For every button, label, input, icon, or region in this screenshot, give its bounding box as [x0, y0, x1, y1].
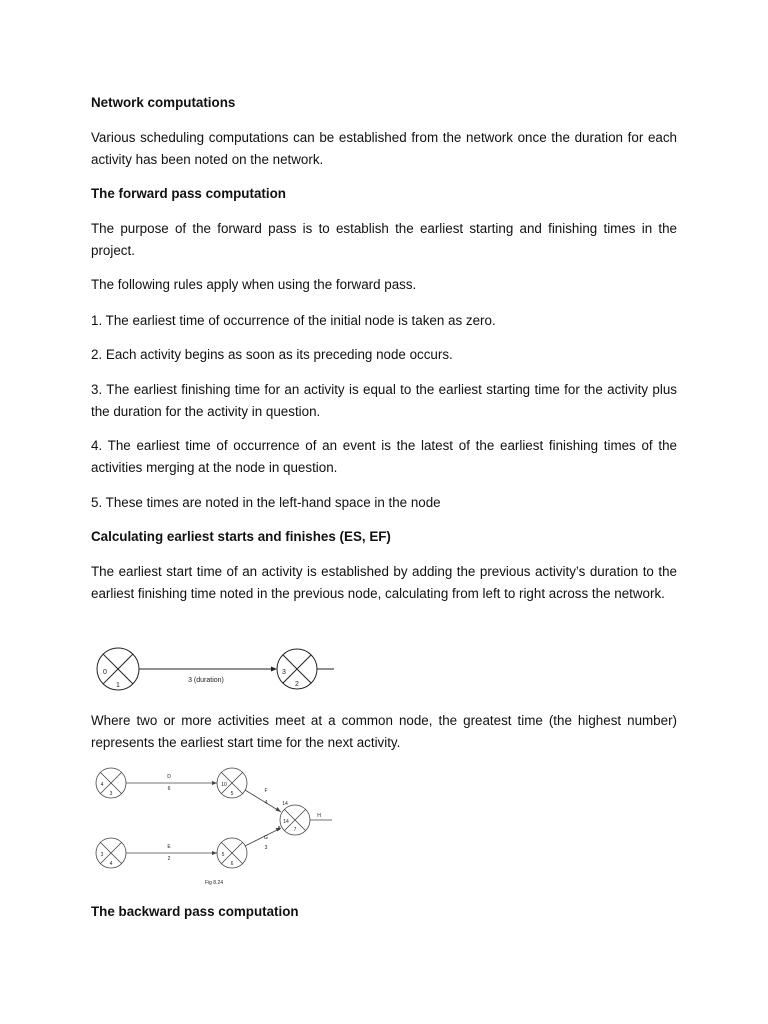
- rule-item-2: 2. Each activity begins as soon as its preceding node occurs.: [91, 347, 453, 362]
- node-b-number: 5: [230, 791, 234, 797]
- heading-es-ef: Calculating earliest starts and finishes (ES, EF): [91, 529, 391, 544]
- finish-time-g: 8: [277, 826, 281, 832]
- node-a-number: 3: [109, 791, 113, 797]
- node-2-number: 2: [295, 681, 299, 688]
- node-2-time: 3: [282, 669, 286, 676]
- activity-f-duration: 4: [264, 800, 268, 806]
- activity-duration-label: 3 (duration): [188, 677, 224, 684]
- activity-e-label: E: [167, 844, 171, 850]
- paragraph-earliest-start: The earliest start time of an activity is established by adding the previous activity’s duration to the earliest finishing time noted in the previous node, calculating from left to right across the network.: [91, 564, 677, 601]
- activity-e-duration: 2: [167, 856, 171, 862]
- activity-d-duration: 6: [167, 786, 171, 792]
- heading-network-computations: Network computations: [91, 95, 236, 110]
- figure-simple-network: [90, 643, 340, 698]
- activity-g-label: G: [264, 835, 268, 841]
- node-e-time: 14: [283, 819, 289, 825]
- rule-item-5: 5. These times are noted in the left-hand space in the node: [91, 495, 441, 510]
- rule-item-4: 4. The earliest time of occurrence of an event is the latest of the earliest finishing times of the activities merging at the node in question.: [91, 438, 677, 475]
- rule-item-3: 3. The earliest finishing time for an activity is equal to the earliest starting time for the activity plus the duration for the activity in question.: [91, 382, 677, 419]
- paragraph-merge-rule: Where two or more activities meet at a common node, the greatest time (the highest number) represents the earliest start time for the next activity.: [91, 713, 677, 750]
- heading-forward-pass: The forward pass computation: [91, 186, 286, 201]
- node-c-time: 3: [100, 852, 104, 858]
- node-c-number: 4: [109, 861, 113, 867]
- node-d-time: 5: [221, 852, 225, 858]
- node-a-time: 4: [100, 782, 104, 788]
- activity-d-label: D: [167, 774, 171, 780]
- figure-caption: Fig 8.24: [204, 880, 224, 886]
- node-d-number: 6: [230, 861, 234, 867]
- node-e-number: 7: [293, 827, 297, 833]
- paragraph-rules-intro: The following rules apply when using the forward pass.: [91, 277, 417, 292]
- node-1-number: 1: [116, 682, 120, 689]
- arrowhead-icon: [212, 851, 217, 855]
- activity-g-line: [245, 828, 281, 846]
- rule-item-1: 1. The earliest time of occurrence of the initial node is taken as zero.: [91, 313, 496, 328]
- activity-g-duration: 3: [264, 845, 268, 851]
- finish-time-f: 14: [282, 801, 288, 807]
- paragraph-purpose: The purpose of the forward pass is to establish the earliest starting and finishing times in the project.: [91, 221, 677, 258]
- arrowhead-icon: [271, 667, 277, 672]
- node-1-time: 0: [103, 669, 107, 676]
- activity-f-label: F: [264, 788, 268, 794]
- paragraph-intro: Various scheduling computations can be established from the network once the duration for each activity has been noted on the network.: [91, 130, 677, 167]
- figure-merge-network: [90, 762, 340, 890]
- activity-f-line: [245, 790, 281, 812]
- arrowhead-icon: [276, 807, 282, 812]
- node-b-time: 10: [221, 782, 227, 788]
- heading-backward-pass: The backward pass computation: [91, 904, 299, 919]
- arrowhead-icon: [212, 781, 217, 785]
- activity-h-label: H: [317, 813, 321, 819]
